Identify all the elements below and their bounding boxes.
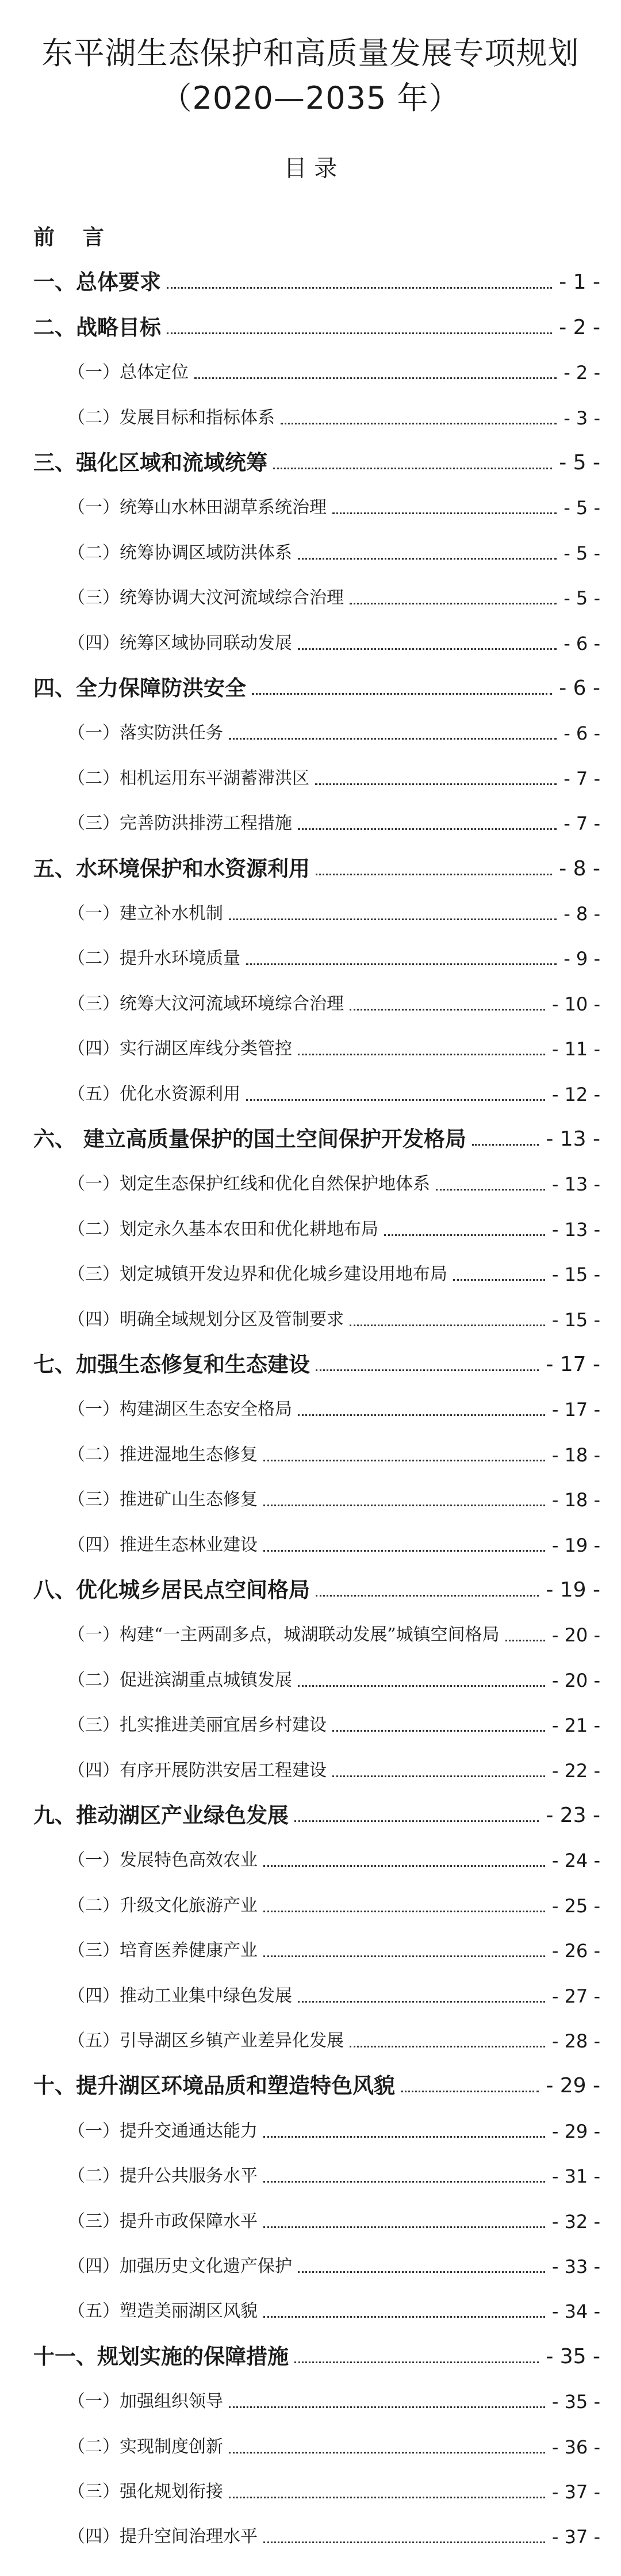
toc-page-number: - 13 - <box>546 1127 600 1151</box>
toc-dot-leader <box>263 2316 545 2318</box>
toc-page-number: - 7 - <box>564 813 600 835</box>
toc-page-number: - 37 - <box>551 2526 600 2548</box>
toc-section-entry[interactable] <box>0 2520 621 2554</box>
toc-dot-leader <box>332 512 557 514</box>
toc-entry-label: 九、推动湖区产业绿色发展 <box>33 1803 289 1828</box>
toc-dot-leader <box>229 2497 545 2498</box>
toc-section-entry[interactable] <box>0 1032 621 1066</box>
toc-dot-leader <box>298 648 557 650</box>
toc-section-entry[interactable] <box>0 1708 621 1743</box>
toc-entry-label: （二）推进湿地生态修复 <box>68 1444 258 1465</box>
toc-dot-leader <box>229 2452 545 2453</box>
toc-section-entry[interactable] <box>0 987 621 1021</box>
toc-section-entry[interactable] <box>0 941 621 976</box>
toc-dot-leader <box>316 1595 539 1597</box>
toc-page-number: - 24 - <box>551 1850 600 1872</box>
toc-entry-label: （一）构建“一主两副多点，城湖联动发展”城镇空间格局 <box>68 1625 500 1645</box>
toc-entry-label: （四）统筹区域协同联动发展 <box>68 633 292 653</box>
toc-entry-label: （四）推进生态林业建设 <box>68 1534 258 1555</box>
toc-dot-leader <box>505 1640 545 1641</box>
toc-entry-label: 一、总体要求 <box>33 270 161 295</box>
toc-page-number: - 17 - <box>546 1353 600 1376</box>
toc-section-entry[interactable] <box>0 806 621 841</box>
toc-section-entry[interactable] <box>0 1167 621 1201</box>
toc-page-number: - 8 - <box>564 903 600 925</box>
toc-page-number: - 5 - <box>564 587 600 610</box>
toc-page-number: - 25 - <box>551 1894 600 1917</box>
toc-section-entry[interactable] <box>0 716 621 751</box>
toc-section-entry[interactable] <box>0 401 621 435</box>
toc-dot-leader <box>246 1099 545 1101</box>
toc-dot-leader <box>436 1189 545 1191</box>
toc-section-entry[interactable] <box>0 1889 621 1923</box>
toc-section-entry[interactable] <box>0 1528 621 1563</box>
toc-entry-label: 二、战略目标 <box>33 315 161 340</box>
toc-entry-label: （二）提升水环境质量 <box>68 948 240 969</box>
toc-section-entry[interactable] <box>0 536 621 571</box>
toc-page-number: - 27 - <box>551 1985 600 2007</box>
toc-page-number: - 12 - <box>551 1083 600 1105</box>
toc-dot-leader <box>472 1144 539 1146</box>
toc-section-entry[interactable] <box>0 2294 621 2329</box>
toc-entry-label: （二）升级文化旅游产业 <box>68 1895 258 1916</box>
toc-page-number: - 26 - <box>551 1940 600 1962</box>
toc-chapter-entry[interactable] <box>0 852 621 886</box>
toc-chapter-entry[interactable] <box>0 671 621 706</box>
toc-entry-label: （三）强化规划衔接 <box>68 2482 223 2502</box>
toc-entry-label: （一）总体定位 <box>68 362 189 383</box>
toc-page-number: - 19 - <box>551 1534 600 1556</box>
toc-page-number: - 28 - <box>551 2030 600 2052</box>
toc-chapter-entry[interactable] <box>0 1122 621 1157</box>
toc-dot-leader <box>229 2406 545 2408</box>
toc-page-number: - 1 - <box>559 270 600 294</box>
toc-dot-leader <box>263 2226 545 2228</box>
toc-dot-leader <box>229 918 557 920</box>
toc-page-number: - 22 - <box>551 1759 600 1782</box>
toc-page-number: - 2 - <box>559 315 600 339</box>
toc-dot-leader <box>263 1911 545 1912</box>
toc-entry-label: 八、优化城乡居民点空间格局 <box>33 1578 310 1602</box>
toc-page-number: - 18 - <box>551 1444 600 1466</box>
toc-dot-leader <box>252 693 552 695</box>
toc-entry-label: 十、提升湖区环境品质和塑造特色风貌 <box>33 2073 395 2099</box>
toc-section-entry[interactable] <box>0 2384 621 2419</box>
toc-page-number: - 21 - <box>551 1714 600 1737</box>
toc-entry-label: （四）加强历史文化遗产保护 <box>68 2256 292 2276</box>
toc-page-number: - 15 - <box>551 1264 600 1286</box>
toc-page-number: - 6 - <box>564 632 600 654</box>
toc-preface-entry[interactable] <box>0 220 621 255</box>
toc-section-entry[interactable] <box>0 491 621 525</box>
toc-page-number: - 15 - <box>551 1308 600 1331</box>
toc-dot-leader <box>263 1865 545 1867</box>
toc-entry-label: （一）划定生态保护红线和优化自然保护地体系 <box>68 1174 430 1195</box>
toc-section-entry[interactable] <box>0 1843 621 1878</box>
toc-page-number: - 2 - <box>564 362 600 384</box>
toc-page-number: - 11 - <box>551 1038 600 1061</box>
toc-page-number: - 10 - <box>551 993 600 1015</box>
toc-entry-label: （三）统筹协调大汶河流域综合治理 <box>68 588 344 608</box>
toc-section-entry[interactable] <box>0 355 621 390</box>
toc-dot-leader <box>316 874 552 875</box>
toc-section-entry[interactable] <box>0 1618 621 1652</box>
toc-page-number: - 37 - <box>551 2481 600 2503</box>
toc-page-number: - 17 - <box>551 1399 600 1421</box>
toc-dot-leader <box>350 1009 545 1011</box>
toc-chapter-entry[interactable] <box>0 446 621 480</box>
toc-entry-label: （四）提升空间治理水平 <box>68 2527 258 2547</box>
toc-dot-leader <box>384 1234 545 1236</box>
toc-entry-label: （三）扎实推进美丽宜居乡村建设 <box>68 1715 327 1736</box>
toc-entry-label: 前 言 <box>33 225 114 250</box>
toc-page-number: - 35 - <box>551 2391 600 2413</box>
toc-entry-label: （四）明确全域规划分区及管制要求 <box>68 1309 344 1330</box>
toc-dot-leader <box>294 1820 539 1822</box>
toc-dot-leader <box>453 1279 545 1281</box>
toc-page-number: - 13 - <box>551 1173 600 1196</box>
toc-page-number: - 6 - <box>564 722 600 745</box>
toc-dot-leader <box>298 2271 545 2273</box>
toc-dot-leader <box>263 1460 545 1461</box>
toc-entry-label: （一）建立补水机制 <box>68 904 223 924</box>
toc-dot-leader <box>298 1414 545 1416</box>
toc-entry-label: （二）提升公共服务水平 <box>68 2166 258 2187</box>
toc-entry-label: （二）实现制度创新 <box>68 2436 223 2457</box>
toc-entry-label: （五）塑造美丽湖区风貌 <box>68 2301 258 2322</box>
toc-dot-leader <box>167 287 552 289</box>
toc-entry-label: 六、 建立高质量保护的国土空间保护开发格局 <box>33 1127 466 1151</box>
toc-entry-label: （一）加强组织领导 <box>68 2391 223 2412</box>
toc-entry-label: 十一、规划实施的保障措施 <box>33 2344 289 2369</box>
toc-dot-leader <box>263 2541 545 2543</box>
toc-dot-leader <box>263 1505 545 1506</box>
toc-dot-leader <box>316 1369 539 1371</box>
toc-dot-leader <box>350 2046 545 2047</box>
toc-section-entry[interactable] <box>0 2430 621 2464</box>
toc-dot-leader <box>298 558 557 560</box>
toc-dot-leader <box>194 377 557 379</box>
toc-entry-label: （五）优化水资源利用 <box>68 1084 240 1104</box>
toc-section-entry[interactable] <box>0 1303 621 1337</box>
toc-chapter-entry[interactable] <box>0 311 621 345</box>
toc-entry-label: （三）提升市政保障水平 <box>68 2211 258 2231</box>
toc-dot-leader <box>246 963 557 965</box>
toc-entry-label: （一）统筹山水林田湖草系统治理 <box>68 497 327 518</box>
toc-page-number: - 6 - <box>559 676 600 700</box>
toc-entry-label: 三、强化区域和流域统筹 <box>33 450 267 475</box>
toc-page-number: - 23 - <box>546 1804 600 1827</box>
toc-dot-leader <box>263 2181 545 2183</box>
toc-section-entry[interactable] <box>0 626 621 661</box>
toc-chapter-entry[interactable] <box>0 1348 621 1382</box>
toc-dot-leader <box>273 468 552 469</box>
toc-section-entry[interactable] <box>0 1257 621 1292</box>
toc-section-entry[interactable] <box>0 2114 621 2149</box>
toc-entry-label: 七、加强生态修复和生态建设 <box>33 1352 310 1377</box>
toc-page-number: - 13 - <box>551 1218 600 1241</box>
toc-dot-leader <box>263 2136 545 2138</box>
toc-section-entry[interactable] <box>0 2204 621 2239</box>
toc-entry-label: （三）推进矿山生态修复 <box>68 1490 258 1510</box>
toc-page-number: - 20 - <box>551 1624 600 1647</box>
toc-section-entry[interactable] <box>0 2475 621 2509</box>
toc-chapter-entry[interactable] <box>0 265 621 300</box>
toc-page-number: - 34 - <box>551 2301 600 2323</box>
toc-dot-leader <box>263 1955 545 1957</box>
toc-entry-label: （一）落实防洪任务 <box>68 723 223 744</box>
toc-section-entry[interactable] <box>0 1934 621 1968</box>
toc-page-number: - 20 - <box>551 1669 600 1691</box>
toc-section-entry[interactable] <box>0 1212 621 1247</box>
document-subtitle-years: （2020—2035 年） <box>160 80 461 116</box>
toc-page-number: - 7 - <box>564 767 600 790</box>
toc-dot-leader <box>315 783 557 785</box>
toc-page-number: - 35 - <box>546 2344 600 2368</box>
toc-section-entry[interactable] <box>0 897 621 931</box>
toc-entry-label: （三）培育医养健康产业 <box>68 1940 258 1961</box>
toc-entry-label: 五、水环境保护和水资源利用 <box>33 856 310 881</box>
toc-page-number: - 19 - <box>546 1578 600 1602</box>
toc-page-number: - 29 - <box>551 2120 600 2142</box>
toc-section-entry[interactable] <box>0 1979 621 2014</box>
toc-entry-label: （一）发展特色高效农业 <box>68 1850 258 1871</box>
toc-entry-label: （四）推动工业集中绿色发展 <box>68 1985 292 2006</box>
toc-entry-label: （二）划定永久基本农田和优化耕地布局 <box>68 1219 378 1239</box>
toc-page-number: - 5 - <box>564 497 600 519</box>
toc-entry-label: （二）相机运用东平湖蓄滞洪区 <box>68 768 309 789</box>
toc-entry-label: （三）完善防洪排涝工程措施 <box>68 813 292 834</box>
toc-entry-label: （二）发展目标和指标体系 <box>68 407 275 428</box>
toc-dot-leader <box>294 2361 539 2363</box>
toc-entry-label: （二）统筹协调区域防洪体系 <box>68 542 292 563</box>
toc-dot-leader <box>281 423 557 424</box>
toc-heading: 目 录 <box>283 155 338 182</box>
toc-entry-label: （四）有序开展防洪安居工程建设 <box>68 1760 327 1781</box>
toc-entry-label: （一）构建湖区生态安全格局 <box>68 1399 292 1420</box>
toc-entry-label: （四）实行湖区库线分类管控 <box>68 1039 292 1059</box>
toc-page-number: - 9 - <box>564 948 600 970</box>
toc-section-entry[interactable] <box>0 1077 621 1112</box>
toc-page-number: - 5 - <box>564 542 600 564</box>
toc-entry-label: （三）划定城镇开发边界和优化城乡建设用地布局 <box>68 1264 447 1285</box>
toc-dot-leader <box>229 738 557 740</box>
toc-section-entry[interactable] <box>0 1392 621 1427</box>
toc-dot-leader <box>298 828 557 830</box>
document-title: 东平湖生态保护和高质量发展专项规划 <box>41 35 580 71</box>
toc-section-entry[interactable] <box>0 2024 621 2058</box>
toc-dot-leader <box>298 2001 545 2003</box>
toc-entry-label: 四、全力保障防洪安全 <box>33 676 246 701</box>
toc-dot-leader <box>401 2091 539 2092</box>
toc-page-number: - 8 - <box>559 856 600 881</box>
toc-dot-leader <box>350 1325 545 1326</box>
toc-page-number: - 33 - <box>551 2256 600 2278</box>
toc-page-number: - 29 - <box>546 2074 600 2098</box>
toc-dot-leader <box>332 1775 545 1777</box>
toc-dot-leader <box>298 1685 545 1687</box>
toc-entry-label: （一）提升交通通达能力 <box>68 2120 258 2141</box>
toc-page-number: - 36 - <box>551 2436 600 2458</box>
toc-page-number: - 3 - <box>564 407 600 429</box>
toc-page-number: - 31 - <box>551 2165 600 2188</box>
toc-dot-leader <box>332 1730 545 1732</box>
toc-entry-label: （五）引导湖区乡镇产业差异化发展 <box>68 2031 344 2051</box>
toc-dot-leader <box>167 332 552 334</box>
toc-page-number: - 32 - <box>551 2210 600 2233</box>
toc-section-entry[interactable] <box>0 1663 621 1698</box>
toc-section-entry[interactable] <box>0 1754 621 1788</box>
toc-entry-label: （三）统筹大汶河流域环境综合治理 <box>68 993 344 1014</box>
toc-section-entry[interactable] <box>0 1483 621 1517</box>
toc-dot-leader <box>298 1054 545 1055</box>
toc-section-entry[interactable] <box>0 1438 621 1472</box>
toc-chapter-entry[interactable] <box>0 1798 621 1833</box>
toc-section-entry[interactable] <box>0 761 621 796</box>
toc-dot-leader <box>350 603 557 604</box>
toc-chapter-entry[interactable] <box>0 2069 621 2103</box>
toc-section-entry[interactable] <box>0 581 621 615</box>
toc-page-number: - 5 - <box>559 451 600 474</box>
toc-dot-leader <box>263 1550 545 1552</box>
toc-section-entry[interactable] <box>0 2159 621 2194</box>
toc-section-entry[interactable] <box>0 2249 621 2284</box>
toc-entry-label: （二）促进滨湖重点城镇发展 <box>68 1670 292 1690</box>
toc-chapter-entry[interactable] <box>0 2340 621 2374</box>
toc-chapter-entry[interactable] <box>0 1573 621 1607</box>
toc-page-number: - 18 - <box>551 1489 600 1511</box>
